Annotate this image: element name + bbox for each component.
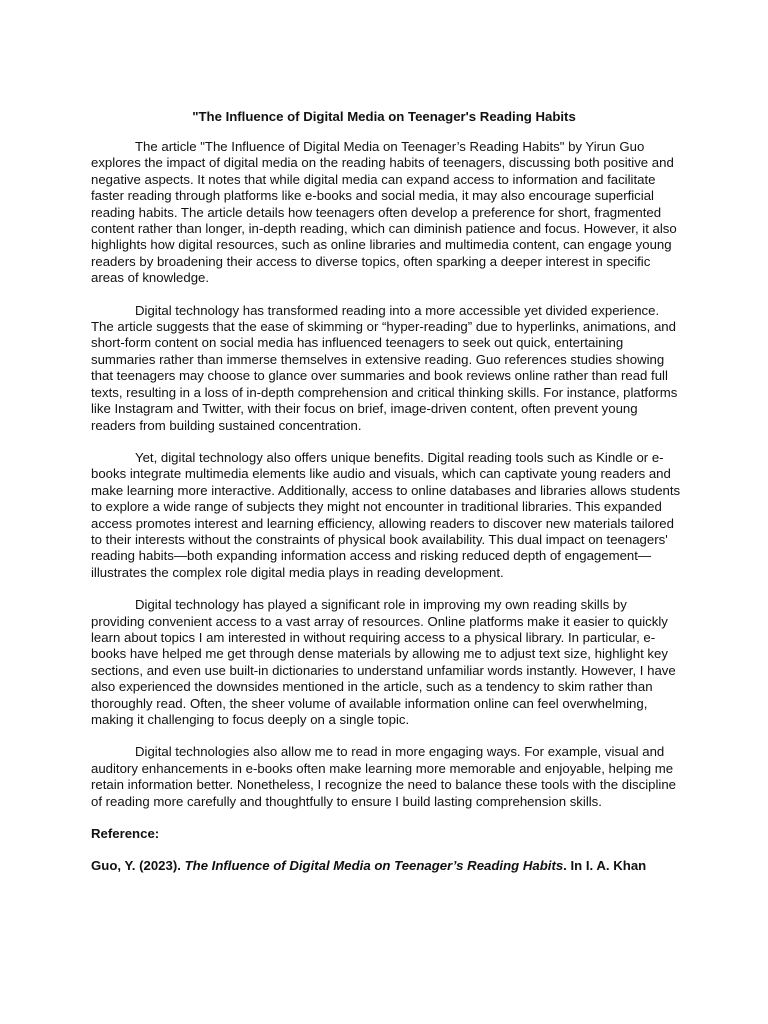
document-title: "The Influence of Digital Media on Teenager's Reading Habits (192, 109, 576, 124)
document-body (91, 139, 683, 875)
reference-work-title: The Influence of Digital Media on Teenager’s Reading Habits (184, 858, 564, 874)
paragraph-4: Digital technology has played a significant role in improving my own reading skills by providing convenient access to a vast array of resources. Online platforms make it easier to quickly learn about topics I am interested in without requiring access to a physical library. In particular, e-books have helped me get through dense materials by allowing me to adjust text size, highlight key sections, and even use built-in dictionaries to understand unfamiliar words instantly. However, I have also experienced the downsides mentioned in the article, such as a tendency to skim rather than thoroughly read. Often, the sheer volume of available information online can feel overwhelming, making it challenging to focus deeply on a single topic. (91, 597, 676, 727)
reference-entry (91, 858, 683, 874)
reference-heading: Reference: (91, 826, 160, 842)
paragraph-2: Digital technology has transformed reading into a more accessible yet divided experience. The article suggests that the ease of skimming or “hyper-reading” due to hyperlinks, animations, and short-form content on social media has influenced teenagers to seek out quick, entertaining summaries rather than immerse themselves in extensive reading. Guo references studies showing that teenagers may choose to glance over summaries and book reviews online rather than read full texts, resulting in a loss of in-depth comprehension and critical thinking skills. For instance, platforms like Instagram and Twitter, with their focus on brief, image-driven content, often prevent young readers from building sustained concentration. (91, 302, 678, 433)
reference-rest: . In I. A. Khan (563, 858, 647, 874)
reference-author-year: Guo, Y. (2023). (91, 858, 185, 874)
paragraph-3: Yet, digital technology also offers unique benefits. Digital reading tools such as Kindle or e-books integrate multimedia elements like audio and visuals, which can captivate young readers and make learning more interactive. Additionally, access to online databases and libraries allows students to explore a wide range of subjects they might not encounter in traditional libraries. This expanded access promotes interest and learning efficiency, allowing readers to discover new materials tailored to their interests without the constraints of physical book availability. This dual impact on teenagers' reading habits—both expanding information access and risking reduced depth of engagement—illustrates the complex role digital media plays in reading development. (91, 449, 681, 580)
paragraph-5: Digital technologies also allow me to read in more engaging ways. For example, visual and auditory enhancements in e-books often make learning more memorable and enjoyable, helping me retain information better. Nonetheless, I recognize the need to balance these tools with the discipline of reading more carefully and thoughtfully to ensure I build lasting comprehension skills. (91, 744, 677, 809)
paragraph-1: The article "The Influence of Digital Media on Teenager’s Reading Habits" by Yirun Guo explores the impact of digital media on the reading habits of teenagers, discussing both positive and negative aspects. It notes that while digital media can expand access to information and facilitate faster reading through platforms like e-books and social media, it may also encourage superficial reading habits. The article details how teenagers often develop a preference for short, fragmented content rather than longer, in-depth reading, which can diminish patience and focus. However, it also highlights how digital resources, such as online libraries and multimedia content, can engage young readers by broadening their access to diverse topics, often sparking a deeper interest in specific areas of knowledge. (91, 139, 677, 286)
